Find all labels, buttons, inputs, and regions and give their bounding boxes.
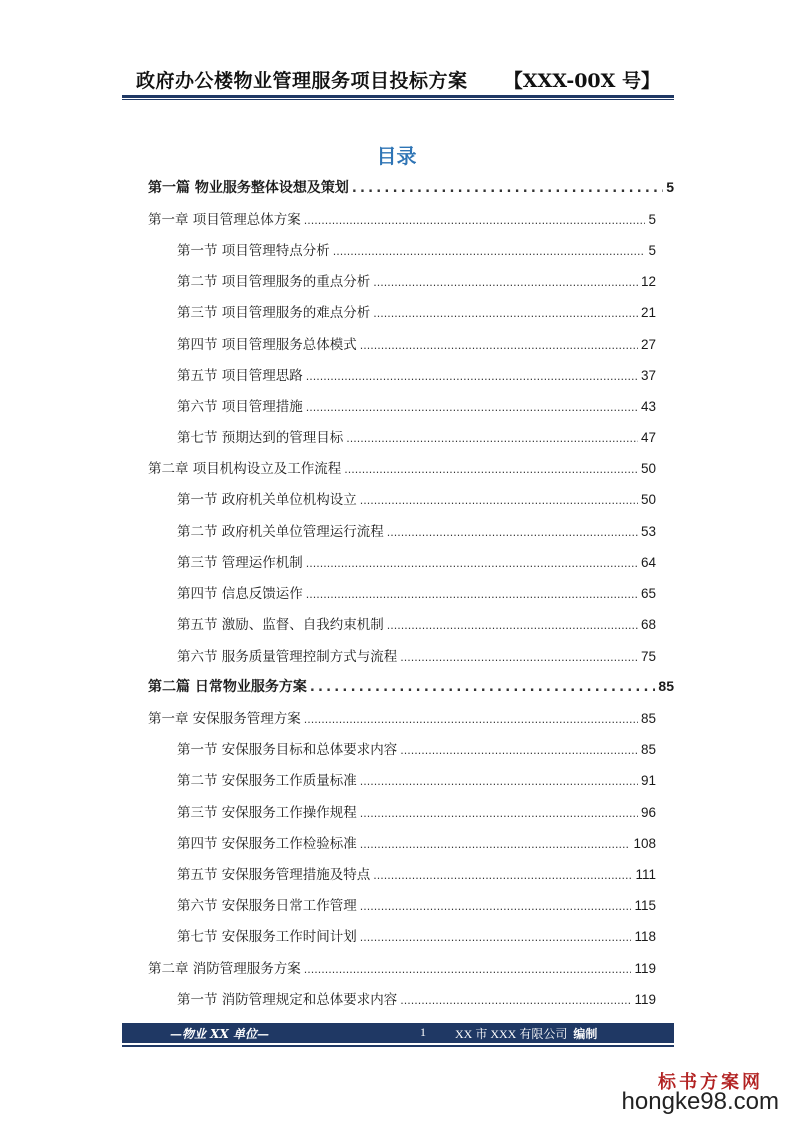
footer-company-name: XX 市 XXX 有限公司: [455, 1027, 568, 1041]
toc-section-entry[interactable]: [177, 925, 656, 949]
toc-entry-page: 5: [648, 243, 656, 258]
toc-leader-dots: [360, 805, 638, 821]
header-rule: [122, 95, 674, 98]
toc-section-entry[interactable]: [177, 364, 656, 388]
toc-leader-dots: [387, 524, 638, 540]
toc-section-entry[interactable]: [177, 426, 656, 450]
toc-entry-page: 111: [635, 867, 656, 882]
toc-leader-dots: [306, 555, 638, 571]
toc-leader-dots: [360, 836, 631, 852]
toc-section-entry[interactable]: [177, 582, 656, 606]
document-title: 政府办公楼物业管理服务项目投标方案: [136, 70, 468, 92]
toc-entry-page: 85: [640, 711, 656, 726]
toc-section-entry[interactable]: [177, 488, 656, 512]
toc-entry-page: 91: [640, 773, 656, 788]
toc-part-entry[interactable]: [148, 676, 674, 700]
toc-entry-label: 第一节 政府机关单位机构设立: [177, 492, 357, 508]
header-rule-thin: [122, 99, 674, 100]
toc-entry-page: 85: [640, 742, 656, 757]
toc-entry-label: 第一篇 物业服务整体设想及策划: [148, 180, 349, 196]
toc-leader-dots: [333, 243, 646, 259]
toc-leader-dots: [352, 180, 663, 196]
toc-section-entry[interactable]: [177, 270, 656, 294]
toc-leader-dots: [360, 929, 632, 945]
toc-leader-dots: [304, 212, 646, 228]
toc-entry-label: 第三节 项目管理服务的难点分析: [177, 305, 371, 321]
toc-entry-page: 53: [640, 524, 656, 539]
toc-section-entry[interactable]: [177, 738, 656, 762]
toc-chapter-entry[interactable]: [148, 957, 656, 981]
toc-entry-label: 第六节 安保服务日常工作管理: [177, 898, 357, 914]
toc-entry-label: 第四节 安保服务工作检验标准: [177, 836, 357, 852]
toc-entry-page: 50: [640, 492, 656, 507]
toc-entry-label: 第四节 信息反馈运作: [177, 586, 303, 602]
toc-leader-dots: [360, 492, 638, 508]
toc-entry-label: 第二节 政府机关单位管理运行流程: [177, 524, 384, 540]
toc-leader-dots: [360, 773, 638, 789]
toc-entry-page: 12: [640, 274, 656, 289]
toc-leader-dots: [400, 649, 638, 665]
toc-leader-dots: [304, 711, 638, 727]
toc-entry-page: 50: [640, 461, 656, 476]
toc-entry-label: 第三节 安保服务工作操作规程: [177, 805, 357, 821]
toc-chapter-entry[interactable]: [148, 707, 656, 731]
toc-entry-label: 第一章 安保服务管理方案: [148, 711, 301, 727]
toc-leader-dots: [306, 368, 638, 384]
toc-entry-label: 第五节 安保服务管理措施及特点: [177, 867, 371, 883]
toc-leader-dots: [373, 274, 638, 290]
toc-entry-page: 119: [634, 961, 656, 976]
footer-page-number: 1: [420, 1025, 426, 1039]
toc-entry-page: 5: [666, 179, 674, 195]
toc-leader-dots: [373, 305, 638, 321]
toc-entry-label: 第七节 安保服务工作时间计划: [177, 929, 357, 945]
page-header: [122, 64, 674, 94]
toc-entry-page: 37: [640, 368, 656, 383]
toc-section-entry[interactable]: [177, 894, 656, 918]
toc-entry-label: 第四节 项目管理服务总体模式: [177, 337, 357, 353]
toc-section-entry[interactable]: [177, 301, 656, 325]
footer-compiled-label: 编制: [573, 1027, 598, 1041]
toc-leader-dots: [344, 461, 638, 477]
toc-section-entry[interactable]: [177, 801, 656, 825]
document-code: 【XXX-00X 号】: [503, 70, 660, 92]
toc-entry-page: 75: [640, 649, 656, 664]
toc-leader-dots: [360, 898, 632, 914]
toc-leader-dots: [306, 586, 638, 602]
toc-entry-page: 5: [648, 212, 656, 227]
toc-entry-page: 47: [640, 430, 656, 445]
toc-leader-dots: [387, 617, 638, 633]
toc-entry-label: 第一节 项目管理特点分析: [177, 243, 330, 259]
toc-title: 目录: [376, 144, 417, 168]
toc-entry-label: 第六节 项目管理措施: [177, 399, 303, 415]
toc-leader-dots: [400, 742, 638, 758]
toc-entry-page: 68: [640, 617, 656, 632]
toc-chapter-entry[interactable]: [148, 208, 656, 232]
toc-entry-label: 第二章 消防管理服务方案: [148, 961, 301, 977]
toc-leader-dots: [400, 992, 631, 1008]
toc-leader-dots: [304, 961, 632, 977]
toc-section-entry[interactable]: [177, 239, 656, 263]
toc-entry-label: 第一节 安保服务目标和总体要求内容: [177, 742, 398, 758]
toc-entry-label: 第六节 服务质量管理控制方式与流程: [177, 649, 398, 665]
toc-section-entry[interactable]: [177, 645, 656, 669]
toc-entry-label: 第七节 预期达到的管理目标: [177, 430, 344, 446]
toc-entry-label: 第五节 激励、监督、自我约束机制: [177, 617, 384, 633]
toc-section-entry[interactable]: [177, 863, 656, 887]
toc-leader-dots: [360, 337, 638, 353]
toc-entry-page: 64: [640, 555, 656, 570]
toc-chapter-entry[interactable]: [148, 457, 656, 481]
toc-entry-label: 第一节 消防管理规定和总体要求内容: [177, 992, 398, 1008]
toc-section-entry[interactable]: [177, 988, 656, 1012]
toc-entry-page: 85: [658, 678, 674, 694]
toc-entry-label: 第一章 项目管理总体方案: [148, 212, 301, 228]
watermark-site-name: 标书方案网: [658, 1072, 763, 1093]
toc-section-entry[interactable]: [177, 333, 656, 357]
toc-section-entry[interactable]: [177, 520, 656, 544]
toc-leader-dots: [346, 430, 638, 446]
watermark-url: hongke98.com: [621, 1088, 779, 1115]
footer-unit-label: —物业 XX 单位—: [170, 1027, 269, 1041]
toc-entry-page: 119: [634, 992, 656, 1007]
toc-leader-dots: [306, 399, 638, 415]
footer-rule: [122, 1045, 674, 1047]
toc-entry-label: 第二节 安保服务工作质量标准: [177, 773, 357, 789]
toc-entry-label: 第二章 项目机构设立及工作流程: [148, 461, 342, 477]
toc-entry-label: 第二节 项目管理服务的重点分析: [177, 274, 371, 290]
toc-entry-page: 43: [640, 399, 656, 414]
toc-entry-page: 118: [634, 929, 656, 944]
toc-leader-dots: [310, 679, 656, 695]
toc-entry-label: 第二篇 日常物业服务方案: [148, 679, 307, 695]
toc-section-entry[interactable]: [177, 395, 656, 419]
footer-company: [455, 1025, 597, 1042]
toc-entry-page: 21: [640, 305, 656, 320]
toc-entry-page: 96: [640, 805, 656, 820]
toc-section-entry[interactable]: [177, 769, 656, 793]
toc-entry-page: 65: [640, 586, 656, 601]
toc-section-entry[interactable]: [177, 832, 656, 856]
toc-entry-page: 108: [633, 836, 656, 851]
toc-section-entry[interactable]: [177, 613, 656, 637]
toc-leader-dots: [373, 867, 632, 883]
toc-entry-label: 第五节 项目管理思路: [177, 368, 303, 384]
toc-entry-label: 第三节 管理运作机制: [177, 555, 303, 571]
toc-entry-page: 27: [640, 337, 656, 352]
toc-entry-page: 115: [634, 898, 656, 913]
toc-section-entry[interactable]: [177, 551, 656, 575]
toc-part-entry[interactable]: [148, 177, 674, 201]
